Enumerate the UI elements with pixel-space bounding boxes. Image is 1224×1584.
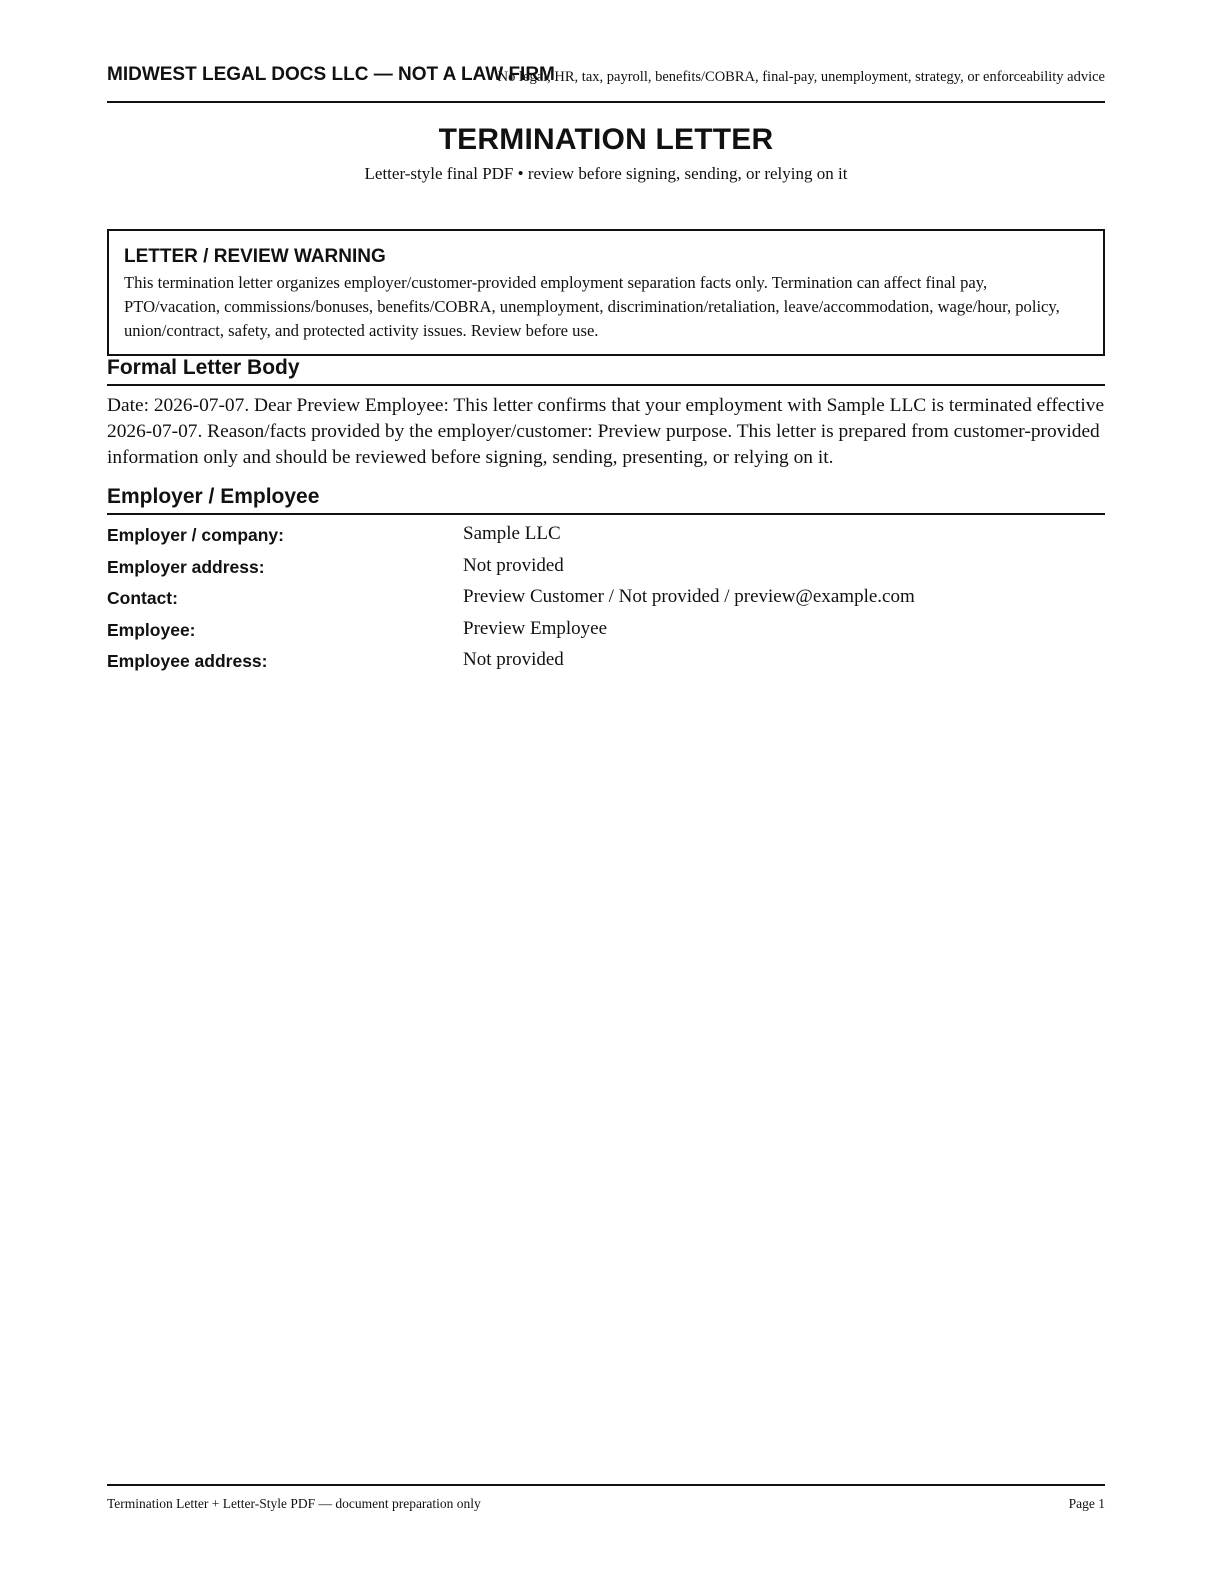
row-value-employee-address: Not provided — [463, 649, 564, 671]
review-warning-box — [107, 229, 1105, 356]
document-subtitle: Letter-style final PDF • review before signing, sending, or relying on it — [364, 164, 848, 183]
table-row — [107, 553, 1105, 585]
table-row — [107, 584, 1105, 616]
row-label-employer-company: Employer / company: — [107, 525, 284, 545]
table-row — [107, 616, 1105, 648]
page-number: Page 1 — [1068, 1496, 1105, 1511]
header-disclaimer: No legal, HR, tax, payroll, benefits/COBRA, final-pay, unemployment, strategy, or enforceability advice — [497, 69, 1105, 85]
row-label-employee: Employee: — [107, 619, 196, 640]
header-brand: MIDWEST LEGAL DOCS LLC — NOT A LAW FIRM — [107, 64, 555, 85]
row-label-contact: Contact: — [107, 588, 178, 609]
footer-divider — [107, 1484, 1105, 1486]
page-header — [107, 62, 1105, 92]
row-value-employer-address: Not provided — [463, 554, 564, 576]
row-value-employer-company: Sample LLC — [463, 523, 561, 544]
table-row — [107, 521, 1105, 553]
section-heading-letter-body: Formal Letter Body — [107, 355, 1105, 386]
row-label-employee-address: Employee address: — [107, 651, 268, 672]
row-value-employee: Preview Employee — [463, 617, 608, 639]
section-heading-parties: Employer / Employee — [107, 484, 1105, 515]
footer-note: Termination Letter + Letter-Style PDF — document preparation only — [107, 1496, 481, 1511]
letter-body-text: Date: 2026-07-07. Dear Preview Employee: This letter confirms that your employment with Sample LLC is terminated effective 2026-07-07. Reason/facts provided by the employer/customer: Preview purpose. This letter is prepared from customer-provided information only and should be reviewed before signing, sending, presenting, or relying on it. — [107, 395, 1105, 468]
header-divider — [107, 101, 1105, 103]
warning-heading: LETTER / REVIEW WARNING — [124, 246, 386, 267]
row-value-contact: Preview Customer / Not provided / preview@example.com — [463, 586, 915, 608]
parties-table — [107, 521, 1105, 679]
row-label-employer-address: Employer address: — [107, 556, 265, 577]
document-page — [107, 0, 1105, 1584]
table-row — [107, 647, 1105, 679]
document-title: TERMINATION LETTER — [438, 123, 774, 156]
warning-text: This termination letter organizes employer/customer-provided employment separation facts only. Termination can affect final pay, PTO/vacation, commissions/bonuses, benefits/COBRA, unemployment, discrimination/retaliation, leave/accommodation, wage/hour, policy, union/contract, safety, and protected activity issues. Review before use. — [124, 273, 1060, 340]
